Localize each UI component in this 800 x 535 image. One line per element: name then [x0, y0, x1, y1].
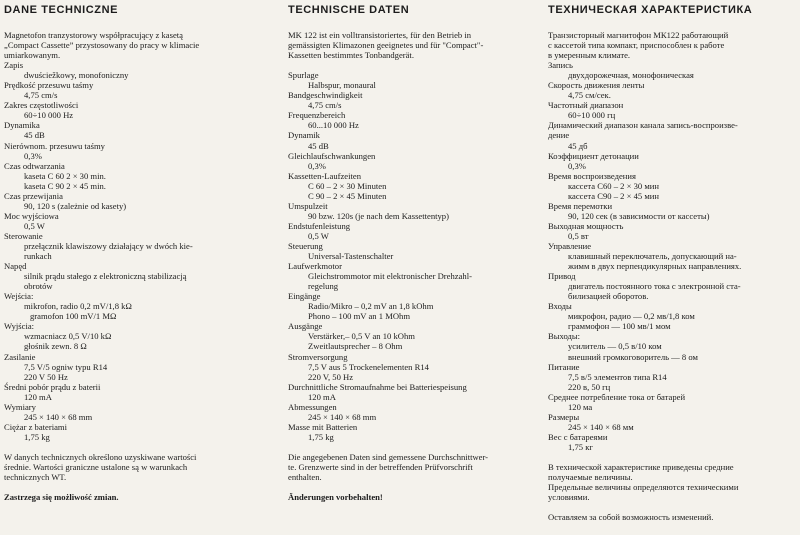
text-line: 1,75 kg — [308, 431, 334, 442]
text-line: wzmacniacz 0,5 V/10 kΩ — [24, 331, 112, 342]
text-line: Zapis — [4, 60, 24, 71]
text-line: Привод — [548, 271, 576, 282]
text-line: Управление — [548, 240, 592, 251]
text-line: Время воспроизведения — [548, 170, 636, 181]
text-line: Endstufenleistung — [288, 220, 351, 231]
text-line: жимм в двух перпендикулярных направлениях. — [568, 261, 742, 272]
text-line: Оставляем за собой возможность изменений. — [548, 512, 714, 523]
text-line — [4, 442, 266, 452]
text-line: усилитель — 0,5 в/10 ком — [568, 341, 662, 352]
text-line: граммофон — 100 мв/1 мом — [568, 321, 671, 332]
text-line — [288, 60, 533, 70]
text-line: внешний громкоговоритель — 8 ом — [568, 351, 698, 362]
text-line: 0,3% — [568, 160, 586, 171]
text-line: получаемые величины. — [548, 472, 633, 483]
text-line: Dynamika — [4, 120, 40, 131]
text-line: Phono – 100 mV an 1 MOhm — [308, 311, 411, 322]
text-line: 245 × 140 × 68 mm — [308, 411, 377, 422]
text-line: runkach — [24, 251, 52, 262]
text-line: 1,75 кг — [568, 441, 593, 452]
text-line: В технической характеристике приведены средние — [548, 462, 734, 473]
text-line: 45 dB — [24, 130, 45, 141]
text-line — [288, 482, 533, 492]
text-line: 7,5 в/5 элементов типа R14 — [568, 371, 667, 382]
text-line: średnie. Wartości graniczne ustalone są w warunkach — [4, 462, 188, 473]
text-line: 7,5 V aus 5 Trockenelementen R14 — [308, 361, 429, 372]
text-line: Выходы: — [548, 331, 581, 342]
text-line: Транзисторный магнитофон МК122 работающий — [548, 30, 729, 40]
text-line: Abmessungen — [288, 401, 337, 412]
text-line: 245 × 140 × 68 мм — [568, 421, 634, 432]
text-line: Gleichstrommotor mit elektronischer Drehzahl- — [308, 271, 472, 282]
text-line: 220 V, 50 Hz — [308, 371, 354, 382]
text-line: 90, 120 сек (в зависимости от кассеты) — [568, 210, 710, 221]
text-line: Ciężar z bateriami — [4, 421, 67, 432]
text-line: Prędkość przesuwu taśmy — [4, 80, 94, 91]
text-line: Размеры — [548, 411, 580, 422]
text-line: 245 × 140 × 68 mm — [24, 411, 93, 422]
text-line: Durchnittliche Stromaufnahme bei Batteriespeisung — [288, 381, 467, 392]
text-line: Eingänge — [288, 291, 321, 302]
text-line: Zakres częstotliwości — [4, 100, 79, 111]
text-line: regelung — [308, 281, 339, 292]
text-line: gemässigten Klimazonen geeignetes und für "Compact"- — [288, 40, 484, 51]
text-line: Коэффициент детонации — [548, 150, 639, 161]
text-line: umiarkowanym. — [4, 50, 61, 61]
text-line: Halbspur, monaural — [308, 80, 376, 91]
text-line: Magnetofon tranzystorowy współpracujący z kasetą — [4, 30, 183, 40]
text-line: technicznych WT. — [4, 472, 67, 483]
text-line: obrotów — [24, 281, 53, 292]
text-line: enthalten. — [288, 472, 322, 483]
text-line: Laufwerkmotor — [288, 261, 342, 272]
text-line: Частотный диапазон — [548, 100, 624, 111]
text-line: Питание — [548, 361, 580, 372]
text-line — [4, 482, 266, 492]
text-line: 0,3% — [308, 160, 326, 171]
text-line: W danych technicznych określono uzyskiwane wartości — [4, 451, 197, 462]
text-line: 220 в, 50 гц — [568, 381, 611, 392]
text-line: клавишный переключатель, допускающий на- — [568, 251, 737, 262]
text-line: Выходная мощность — [548, 220, 624, 231]
text-line: Предельные величины определяются техническими — [548, 482, 739, 493]
text-line: Moc wyjściowa — [4, 210, 59, 221]
text-line: C 60 – 2 × 30 Minuten — [308, 180, 387, 191]
text-line: Die angegebenen Daten sind gemessene Durchschnittwer- — [288, 451, 489, 462]
text-line: Universal-Tastenschalter — [308, 251, 394, 262]
body-german — [288, 30, 533, 502]
text-line: 4,75 cm/s — [308, 100, 342, 111]
text-line — [548, 502, 793, 512]
text-line: Frequenzbereich — [288, 110, 346, 121]
text-line: 0,3% — [24, 150, 42, 161]
text-line: Umspulzeit — [288, 200, 328, 211]
text-line: 90, 120 s (zależnie od kasety) — [24, 200, 127, 211]
text-line: Zastrzega się możliwość zmian. — [4, 492, 119, 503]
text-line: Sterowanie — [4, 230, 43, 241]
text-line: с кассетой типа компакт, приспособлен к работе — [548, 40, 725, 51]
text-line: Średni pobór prądu z baterii — [4, 381, 101, 392]
text-line: Входы — [548, 301, 572, 312]
text-line: Bandgeschwindigkeit — [288, 90, 363, 101]
heading-polish: DANE TECHNICZNE — [4, 4, 119, 16]
text-line: Spurlage — [288, 70, 319, 81]
text-line — [548, 452, 793, 462]
text-line: 0,5 W — [24, 220, 45, 231]
text-line: Masse mit Batterien — [288, 421, 358, 432]
text-line: Radio/Mikro – 0,2 mV an 1,8 kOhm — [308, 301, 434, 312]
text-line: билизацией оборотов. — [568, 291, 649, 302]
text-line: Czas przewijania — [4, 190, 63, 201]
text-line: Gleichlaufschwankungen — [288, 150, 376, 161]
text-line: дение — [548, 130, 570, 141]
text-line: Stromversorgung — [288, 351, 348, 362]
text-line: Dynamik — [288, 130, 320, 141]
text-line: Änderungen vorbehalten! — [288, 492, 383, 503]
text-line: dwuściežkowy, monofoniczny — [24, 70, 129, 81]
text-line: условиями. — [548, 492, 590, 503]
body-polish — [4, 30, 266, 502]
text-line: C 90 – 2 × 45 Minuten — [308, 190, 387, 201]
text-line: Nierównom. przesuwu taśmy — [4, 140, 105, 151]
text-line: 120 mA — [308, 391, 336, 402]
text-line: Ausgänge — [288, 321, 323, 332]
text-line: Zweitlautsprecher – 8 Ohm — [308, 341, 403, 352]
text-line: 220 V 50 Hz — [24, 371, 68, 382]
text-line: кассета С60 – 2 × 30 мин — [568, 180, 659, 191]
text-line: Динамический диапазон канала запись-воспроизве- — [548, 120, 738, 131]
text-line: 0,5 вт — [568, 230, 589, 241]
text-line: 1,75 kg — [24, 431, 50, 442]
text-line: mikrofon, radio 0,2 mV/1,8 kΩ — [24, 301, 132, 312]
text-line: двигатель постоянного тока с электронной ста- — [568, 281, 741, 292]
text-line: silnik prądu stałego z elektroniczną stabilizacją — [24, 271, 187, 282]
text-line: Kassetten bestimmtes Tonbandgerät. — [288, 50, 414, 61]
text-line: 60÷10 000 гц — [568, 110, 616, 121]
text-line: кассета С90 – 2 × 45 мин — [568, 190, 659, 201]
text-line: Czas odtwarzania — [4, 160, 65, 171]
text-line: 4,75 cm/s — [24, 90, 58, 101]
text-line: микрофон, радио — 0,2 мв/1,8 ком — [568, 311, 695, 322]
text-line: 0,5 W — [308, 230, 329, 241]
text-line: Вес с батареями — [548, 431, 608, 442]
heading-russian: ТЕХНИЧЕСКАЯ ХАРАКТЕРИСТИКА — [548, 4, 753, 16]
text-line: Kassetten-Laufzeiten — [288, 170, 362, 181]
text-line: 60...10 000 Hz — [308, 120, 359, 131]
text-line: Verstärker,– 0,5 V an 10 kOhm — [308, 331, 415, 342]
text-line: te. Grenzwerte sind in der betreffenden Prüfvorschrift — [288, 462, 473, 473]
text-line: Wymiary — [4, 401, 36, 412]
text-line: 120 ма — [568, 401, 593, 412]
text-line: kaseta C 60 2 × 30 min. — [24, 170, 106, 181]
text-line: Wejścia: — [4, 291, 34, 302]
text-line: Скорость движения ленты — [548, 80, 645, 91]
text-line: Zasilanie — [4, 351, 36, 362]
text-line: głośnik zewn. 8 Ω — [24, 341, 87, 352]
text-line: Запись — [548, 60, 573, 71]
text-line: 90 bzw. 120s (je nach dem Kassettentyp) — [308, 210, 449, 221]
text-line: в умеренным климате. — [548, 50, 631, 61]
text-line: 60÷10 000 Hz — [24, 110, 74, 121]
text-line: „Compact Cassette” przystosowany do pracy w klimacie — [4, 40, 200, 51]
text-line — [288, 442, 533, 452]
text-line: gramofon 100 mV/1 MΩ — [30, 311, 117, 322]
text-line: Среднее потребление тока от батарей — [548, 391, 686, 402]
text-line: Wyjścia: — [4, 321, 35, 332]
text-line: Время перемотки — [548, 200, 613, 211]
text-line: Steuerung — [288, 240, 323, 251]
text-line: 7,5 V/5 ogniw typu R14 — [24, 361, 108, 372]
text-line: 45 дб — [568, 140, 588, 151]
text-line: 4,75 см/сек. — [568, 90, 611, 101]
text-line: 45 dB — [308, 140, 329, 151]
text-line: kaseta C 90 2 × 45 min. — [24, 180, 106, 191]
body-russian — [548, 30, 793, 522]
text-line: Napęd — [4, 261, 27, 272]
text-line: 120 mA — [24, 391, 52, 402]
heading-german: TECHNISCHE DATEN — [288, 4, 410, 16]
text-line: двухдорожечная, монофоническая — [568, 70, 694, 81]
text-line: MK 122 ist ein volltransistoriertes, für den Betrieb in — [288, 30, 472, 40]
text-line: przełącznik klawiszowy działający w dwóch kie- — [24, 240, 193, 251]
